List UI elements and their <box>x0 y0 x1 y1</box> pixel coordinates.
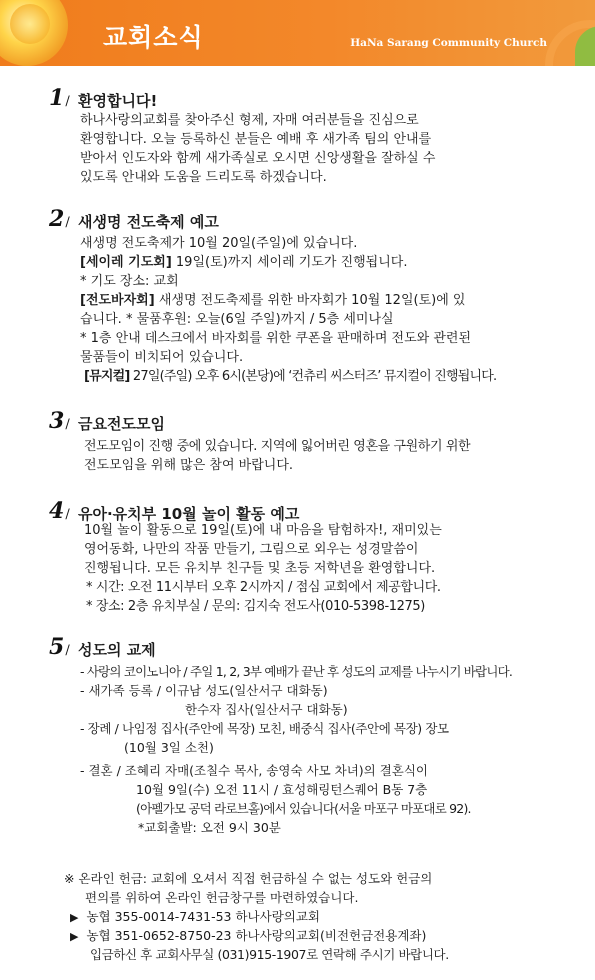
sun-glow-decoration <box>10 4 50 44</box>
offering-line: ※ 온라인 헌금: 교회에 오셔서 직접 헌금하실 수 없는 성도와 헌금의 <box>64 871 433 886</box>
section-title: 성도의 교제 <box>78 641 156 659</box>
section-body <box>84 521 442 616</box>
section-number: 5 / <box>49 634 70 660</box>
body-line: * 시간: 오전 11시부터 오후 2시까지 / 점심 교회에서 제공합니다. <box>86 580 441 595</box>
triangle-bullet-icon: ▶ <box>70 930 79 943</box>
offering-line: 입금하신 후 교회사무실 (031)915-1907로 연락해 주시기 바랍니다. <box>90 947 449 962</box>
body-line: 10월 9일(수) 오전 11시 / 효성해링턴스퀘어 B동 7층 <box>136 782 428 797</box>
section-number: 4 / <box>49 498 70 524</box>
body-line: - 사랑의 코이노니아 / 주일 1, 2, 3부 예배가 끝난 후 성도의 교제를 나누시기 바랍니다. <box>80 664 513 679</box>
body-line: 있도록 안내와 도움을 드리도록 하겠습니다. <box>80 170 327 185</box>
musical-label: [뮤지컬] <box>84 369 130 384</box>
body-line: - 결혼 / 조혜리 자매(조칠수 목사, 송영숙 사모 차녀)의 결혼식이 <box>80 763 429 778</box>
body-line: 새생명 전도축제가 10월 20일(주일)에 있습니다. <box>80 236 358 251</box>
bazaar-label: [전도바자회] <box>80 293 155 308</box>
body-line: 진행됩니다. 모든 유치부 친구들 및 초등 저학년을 환영합니다. <box>84 561 436 576</box>
offering-line: 편의를 위하여 온라인 헌금창구를 마련하였습니다. <box>85 890 359 905</box>
page-title: 교회소식 <box>103 23 204 52</box>
body-line: 받아서 인도자와 함께 새가족실로 오시면 신앙생활을 잘하실 수 <box>80 151 436 166</box>
body-line: * 장소: 2층 유치부실 / 문의: 김지숙 전도사(010-5398-1275) <box>86 599 425 614</box>
section-number: 3 / <box>49 408 70 434</box>
body-line: 전도모임이 진행 중에 있습니다. 지역에 잃어버린 영혼을 구원하기 위한 <box>84 439 471 454</box>
account-line <box>70 926 449 945</box>
body-line: * 1층 안내 데스크에서 바자회를 위한 쿠폰을 판매하며 전도와 관련된 <box>80 331 472 346</box>
body-line: 10월 놀이 활동으로 19일(토)에 내 마음을 탐험하자!, 재미있는 <box>84 523 442 538</box>
body-line: (10월 3일 소천) <box>124 740 214 755</box>
section-body <box>80 234 496 386</box>
body-line: (아펠가모 공덕 라로브홀)에서 있습니다(서울 마포구 마포대로 92). <box>136 801 471 816</box>
bazaar-text: 새생명 전도축제를 위한 바자회가 10월 12일(토)에 있 <box>158 293 466 308</box>
body-line: 하나사랑의교회를 찾아주신 형제, 자매 여러분들을 진심으로 <box>80 113 419 128</box>
section-title: 유아·유치부 10월 놀이 활동 예고 <box>78 505 300 523</box>
prayer-meeting-text: 19일(토)까지 세이레 기도가 진행됩니다. <box>175 255 408 270</box>
triangle-bullet-icon: ▶ <box>70 911 79 924</box>
body-line: 한수자 집사(일산서구 대화동) <box>185 702 348 717</box>
section-body <box>84 437 470 475</box>
body-line: 환영합니다. 오늘 등록하신 분들은 예배 후 새가족 팀의 안내를 <box>80 132 432 147</box>
body-line: 습니다. * 물품후원: 오늘(6일 주일)까지 / 5층 세미나실 <box>80 312 394 327</box>
online-offering-notice <box>64 869 449 964</box>
account-line <box>70 907 449 926</box>
account-text: 농협 351-0652-8750-23 하나사랑의교회(비전헌금전용계좌) <box>86 928 427 943</box>
section-title: 금요전도모임 <box>78 415 165 433</box>
section-number: 1 / <box>49 85 70 111</box>
body-line <box>80 253 496 272</box>
section-body <box>80 111 435 187</box>
section-title: 새생명 전도축제 예고 <box>78 213 219 231</box>
section-number: 2 / <box>49 206 70 232</box>
musical-text: 27일(주일) 오후 6시(본당)에 ‘컨츄리 씨스터즈’ 뮤지컬이 진행됩니다. <box>132 369 497 384</box>
header-banner <box>0 0 595 66</box>
body-line: 물품들이 비치되어 있습니다. <box>80 350 244 365</box>
body-line <box>80 291 496 310</box>
body-line: 전도모임을 위해 많은 참여 바랍니다. <box>84 458 294 473</box>
account-text: 농협 355-0014-7431-53 하나사랑의교회 <box>86 909 321 924</box>
body-line <box>84 367 496 386</box>
section-body <box>80 662 512 837</box>
body-line: - 새가족 등록 / 이규남 성도(일산서구 대화동) <box>80 683 328 698</box>
church-name: HaNa Sarang Community Church <box>350 37 547 49</box>
body-line: 영어동화, 나만의 작품 만들기, 그림으로 외우는 성경말씀이 <box>84 542 419 557</box>
body-line: - 장례 / 나임정 집사(주안에 목장) 모친, 배중식 집사(주안에 목장) 장모 <box>80 721 449 736</box>
body-line: *교회출발: 오전 9시 30분 <box>138 820 281 835</box>
section-title: 환영합니다! <box>78 92 158 110</box>
prayer-meeting-label: [세이레 기도회] <box>80 255 172 270</box>
body-line: * 기도 장소: 교회 <box>80 274 179 289</box>
